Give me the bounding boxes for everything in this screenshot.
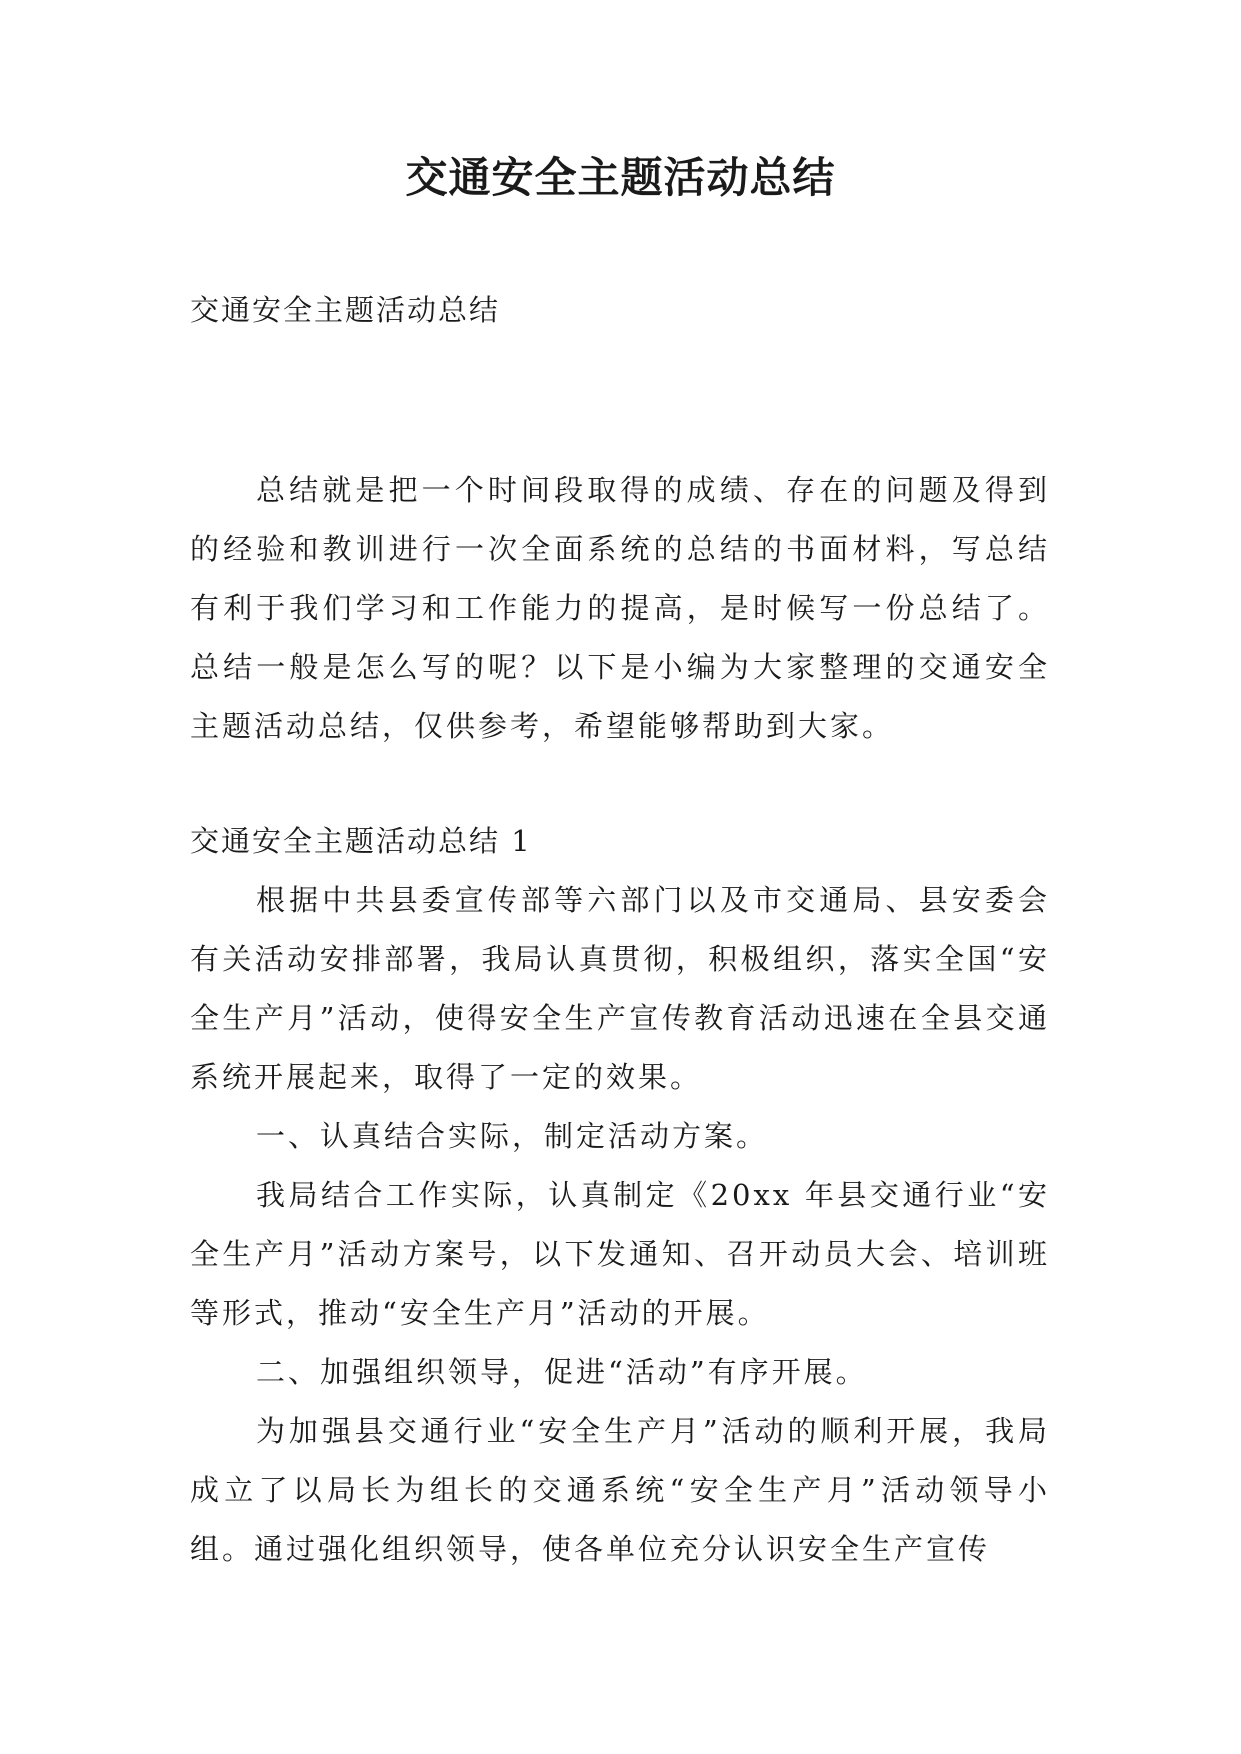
section-1 [190, 812, 1050, 1579]
sub-heading: 一、认真结合实际，制定活动方案。 [256, 1119, 769, 1153]
section-heading: 交通安全主题活动总结 1 [190, 824, 532, 858]
sub-heading: 二、加强组织领导，促进“活动”有序开展。 [256, 1355, 868, 1389]
document-subtitle: 交通安全主题活动总结 [190, 293, 501, 327]
body-paragraph: 根据中共县委宣传部等六部门以及市交通局、县安委会有关活动安排部署，我局认真贯彻，积极组织，落实全国“安全生产月”活动，使得安全生产宣传教育活动迅速在全县交通系统开展起来，取得了一定的效果。 [190, 883, 1050, 1094]
body-paragraph: 我局结合工作实际，认真制定《20xx 年县交通行业“安全生产月”活动方案号，以下发通知、召开动员大会、培训班等形式，推动“安全生产月”活动的开展。 [190, 1178, 1050, 1330]
intro-paragraph: 总结就是把一个时间段取得的成绩、存在的问题及得到的经验和教训进行一次全面系统的总结的书面材料，写总结有利于我们学习和工作能力的提高，是时候写一份总结了。总结一般是怎么写的呢？以下是小编为大家整理的交通安全主题活动总结，仅供参考，希望能够帮助到大家。 [190, 473, 1050, 743]
page-title: 交通安全主题活动总结 [405, 153, 836, 202]
body-paragraph: 为加强县交通行业“安全生产月”活动的顺利开展，我局成立了以局长为组长的交通系统“安全生产月”活动领导小组。通过强化组织领导，使各单位充分认识安全生产宣传 [190, 1414, 1050, 1566]
intro-section [190, 461, 1050, 756]
